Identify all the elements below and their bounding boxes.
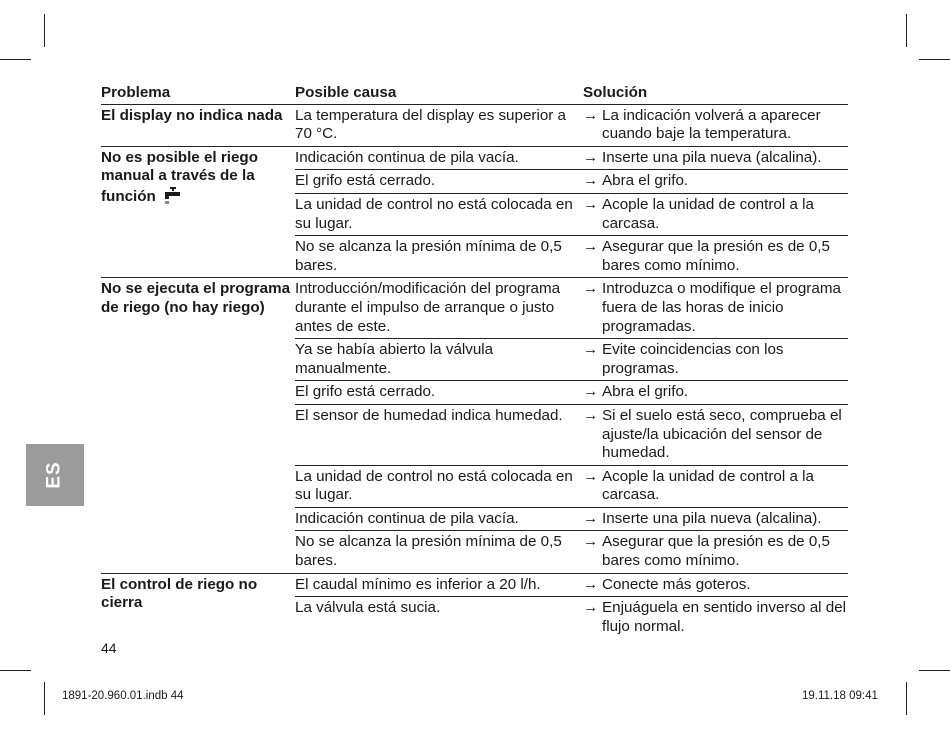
solution-cell — [583, 236, 848, 278]
solution-cell — [583, 404, 848, 465]
table-row — [101, 104, 848, 146]
cause-cell: La temperatura del display es superior a 70 °C. — [295, 104, 583, 146]
crop-mark — [919, 670, 950, 671]
cause-cell: El grifo está cerrado. — [295, 170, 583, 194]
arrow-right-icon: → — [583, 280, 599, 298]
language-tab — [26, 444, 84, 506]
arrow-right-icon: → — [583, 509, 599, 527]
arrow-right-icon: → — [583, 238, 599, 256]
solution-text: Enjuáguela en sentido inverso al del flujo normal. — [602, 599, 847, 635]
cause-cell: El grifo está cerrado. — [295, 381, 583, 405]
crop-mark — [44, 682, 45, 715]
cause-cell: Indicación continua de pila vacía. — [295, 507, 583, 531]
problem-cell — [101, 278, 295, 573]
solution-text: La indicación volverá a aparecer cuando baje la temperatura. — [602, 106, 821, 143]
arrow-right-icon: → — [583, 341, 599, 359]
solution-cell — [583, 339, 848, 381]
arrow-right-icon: → — [583, 599, 599, 617]
faucet-icon — [163, 186, 183, 204]
arrow-right-icon: → — [583, 195, 599, 213]
header-cause: Posible causa — [295, 82, 583, 104]
solution-cell — [583, 573, 848, 597]
cause-cell: Ya se había abierto la válvula manualmente. — [295, 339, 583, 381]
cause-cell: La unidad de control no está colocada en su lugar. — [295, 193, 583, 235]
header-problem: Problema — [101, 82, 295, 104]
cause-cell: El sensor de humedad indica humedad. — [295, 404, 583, 465]
cause-cell: La unidad de control no está colocada en su lugar. — [295, 465, 583, 507]
solution-text: Si el suelo está seco, comprueba el ajuste/la ubicación del sensor de humedad. — [602, 406, 842, 462]
crop-mark — [906, 14, 907, 47]
page-number: 44 — [101, 640, 117, 656]
troubleshooting-table — [101, 82, 848, 638]
solution-cell — [583, 104, 848, 146]
crop-mark — [919, 59, 950, 60]
solution-text: Acople la unidad de control a la carcasa. — [602, 195, 814, 232]
problem-cell — [101, 573, 295, 638]
solution-cell — [583, 465, 848, 507]
footer-file: 1891-20.960.01.indb 44 — [62, 690, 184, 702]
cause-cell: El caudal mínimo es inferior a 20 l/h. — [295, 573, 583, 597]
solution-text: Abra el grifo. — [602, 383, 689, 401]
cause-cell: No se alcanza la presión mínima de 0,5 bares. — [295, 531, 583, 573]
problem-cell — [101, 146, 295, 278]
solution-text: Evite coincidencias con los programas. — [602, 341, 784, 377]
arrow-right-icon: → — [583, 106, 599, 124]
arrow-right-icon: → — [583, 406, 599, 424]
solution-cell — [583, 531, 848, 573]
problem-cell — [101, 104, 295, 146]
arrow-right-icon: → — [583, 467, 599, 485]
crop-mark — [0, 670, 31, 671]
arrow-right-icon: → — [583, 533, 599, 551]
table-header-row — [101, 82, 848, 104]
arrow-right-icon: → — [583, 575, 599, 593]
crop-mark — [906, 682, 907, 715]
arrow-right-icon: → — [583, 172, 599, 190]
solution-text: Introduzca o modifique el programa fuera de las horas de inicio programadas. — [602, 280, 841, 335]
solution-text: Asegurar que la presión es de 0,5 bares como mínimo. — [602, 238, 830, 274]
problem-text: El control de riego no cierra — [101, 575, 258, 612]
solution-text: Asegurar que la presión es de 0,5 bares como mínimo. — [602, 533, 830, 570]
solution-cell — [583, 597, 848, 639]
header-solution: Solución — [583, 82, 848, 104]
cause-cell: No se alcanza la presión mínima de 0,5 bares. — [295, 236, 583, 278]
solution-cell — [583, 507, 848, 531]
solution-text: Conecte más goteros. — [602, 575, 751, 593]
language-tab-label: ES — [43, 461, 65, 489]
table-row — [101, 573, 848, 597]
table-row — [101, 146, 848, 170]
arrow-right-icon: → — [583, 148, 599, 166]
cause-cell: Introducción/modificación del programa durante el impulso de arranque o justo antes de este. — [295, 278, 583, 339]
solution-text: Inserte una pila nueva (alcalina). — [602, 148, 822, 166]
cause-cell: Indicación continua de pila vacía. — [295, 146, 583, 170]
crop-mark — [0, 59, 31, 60]
problem-text: El display no indica nada — [101, 106, 283, 124]
arrow-right-icon: → — [583, 383, 599, 401]
solution-text: Acople la unidad de control a la carcasa. — [602, 467, 814, 504]
table-row — [101, 278, 848, 339]
solution-cell — [583, 146, 848, 170]
solution-cell — [583, 170, 848, 194]
crop-mark — [44, 14, 45, 47]
solution-cell — [583, 278, 848, 339]
cause-cell: La válvula está sucia. — [295, 599, 441, 617]
solution-cell — [583, 193, 848, 235]
footer-datetime: 19.11.18 09:41 — [802, 690, 878, 702]
solution-cell — [583, 381, 848, 405]
problem-text: No se ejecuta el programa de riego (no hay riego) — [101, 280, 291, 316]
solution-text: Abra el grifo. — [602, 172, 689, 190]
solution-text: Inserte una pila nueva (alcalina). — [602, 509, 822, 527]
problem-text: No es posible el riego manual a través de la función — [101, 148, 258, 205]
